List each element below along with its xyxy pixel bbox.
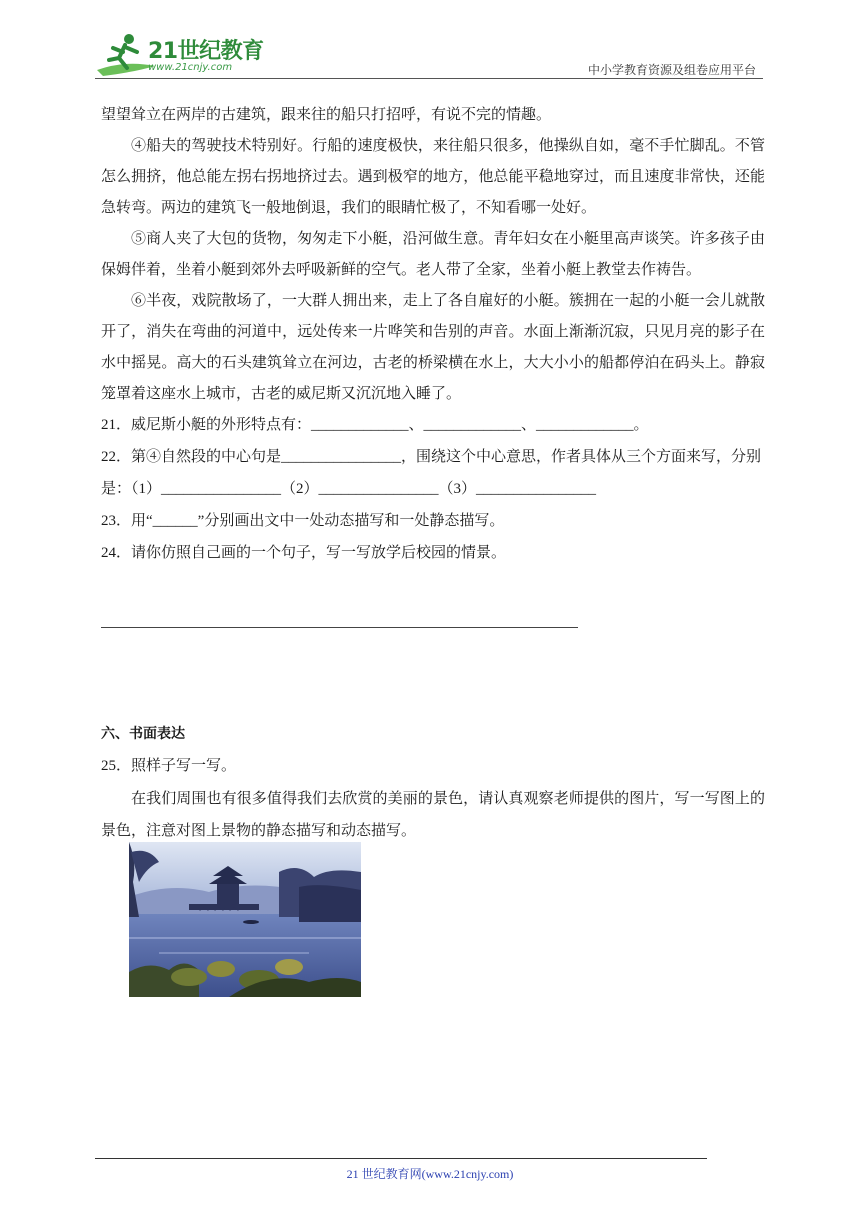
passage [101, 99, 765, 569]
platform-title: 中小学教育资源及组卷应用平台 [587, 63, 756, 77]
footer-link[interactable]: 21 世纪教育网(www.21cnjy.com) [346, 1167, 514, 1181]
question-21: 21．威尼斯小艇的外形特点有：_____________、_____________、_____________。 [101, 417, 649, 433]
question-23: 23．用“______”分别画出文中一处动态描写和一处静态描写。 [101, 513, 505, 529]
answer-line [101, 627, 578, 628]
lake-pavilion-photo [129, 842, 361, 997]
page-header [0, 0, 860, 90]
passage-paragraph: 望望耸立在两岸的古建筑，跟来往的船只打招呼，有说不完的情趣。 [101, 105, 552, 123]
footer-divider [95, 1158, 707, 1159]
section-six [101, 718, 765, 846]
passage-paragraph: ④船夫的驾驶技术特别好。行船的速度极快，来往船只很多，他操纵自如，毫不手忙脚乱。不管怎么拥挤，他总能左拐右拐地挤过去。遇到极窄的地方，他总能平稳地穿过，而且速度非常快，还能急转弯。两边的建筑飞一般地倒退，我们的眼睛忙极了，不知看哪一处好。 [101, 136, 765, 216]
question-24: 24．请你仿照自己画的一个句子，写一写放学后校园的情景。 [101, 545, 507, 561]
question-25: 25．照样子写一写。 [101, 758, 237, 774]
passage-paragraph: ⑥半夜，戏院散场了，一大群人拥出来，走上了各自雇好的小艇。簇拥在一起的小艇一会儿就散开了，消失在弯曲的河道中，远处传来一片哗笑和告别的声音。水面上渐渐沉寂，只见月亮的影子在水中摇晃。高大的石头建筑耸立在河边，古老的桥梁横在水上，大大小小的船都停泊在码头上。静寂笼罩着这座水上城市，古老的威尼斯又沉沉地入睡了。 [101, 291, 765, 402]
header-divider [95, 78, 763, 79]
passage-paragraph: ⑤商人夹了大包的货物，匆匆走下小艇，沿河做生意。青年妇女在小艇里高声谈笑。许多孩子由保姆伴着，坐着小艇到郊外去呼吸新鲜的空气。老人带了全家，坐着小艇上教堂去作祷告。 [101, 229, 765, 278]
question-22: 22．第④自然段的中心句是________________，围绕这个中心意思，作者具体从三个方面来写，分别是：（1）________________（2）________________（3）________________ [101, 449, 762, 497]
logo-url: www.21cnjy.com [148, 62, 233, 73]
section-heading: 六、书面表达 [101, 726, 185, 742]
question-25-prompt: 在我们周围也有很多值得我们去欣赏的美丽的景色，请认真观察老师提供的图片，写一写图上的景色，注意对图上景物的静态描写和动态描写。 [101, 789, 765, 839]
logo-text: 21世纪教育 [148, 39, 264, 64]
